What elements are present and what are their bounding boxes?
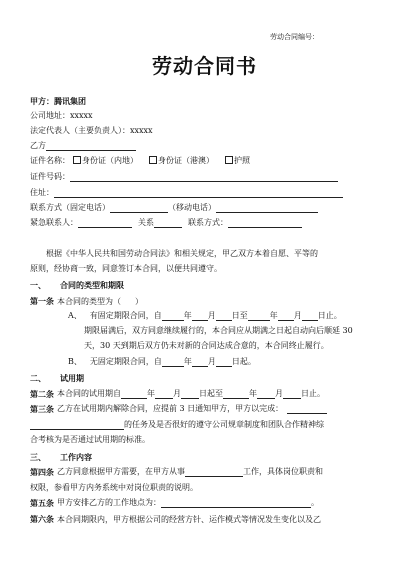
option-hkmo-id: 身份证（港澳）	[158, 156, 214, 165]
day-end-unit: 日止。	[301, 389, 325, 398]
item-b-month[interactable]	[192, 357, 208, 367]
probation-task-field-2[interactable]	[30, 420, 124, 430]
article-4-line-2: 权限，参看甲方内务系统中对岗位职责的说明。	[30, 483, 198, 492]
item-b-day[interactable]	[216, 357, 232, 367]
day-to-unit: 日止。	[317, 311, 342, 320]
item-a-start-month[interactable]	[192, 311, 208, 321]
legal-rep-line	[30, 126, 153, 136]
legal-rep-value: xxxxx	[130, 126, 153, 135]
job-position-field[interactable]	[185, 467, 243, 477]
page-title: 劳动合同书	[152, 54, 257, 78]
id-type-line	[30, 156, 250, 166]
contract-number-label: 劳动合同编号：	[270, 33, 319, 41]
checkbox-hkmo-id[interactable]	[149, 156, 157, 164]
year-unit: 年	[183, 357, 192, 366]
article-3-line-1	[30, 404, 327, 414]
preamble-line-1: 根据《中华人民共和国劳动合同法》和相关规定，甲乙双方本着自愿、平等的	[46, 249, 318, 258]
year-unit: 年	[249, 389, 257, 398]
article-1-text: 本合同的类型为（	[57, 297, 121, 306]
id-number-label: 证件号码：	[30, 172, 70, 181]
mobile-field[interactable]	[216, 203, 318, 213]
company-address-value: xxxxx	[70, 111, 93, 120]
month-unit: 月	[173, 389, 181, 398]
emergency-line	[30, 218, 302, 228]
day-from-unit: 日至	[231, 311, 248, 320]
landline-label: 联系方式（固定电话）	[30, 203, 110, 212]
address-field[interactable]	[54, 188, 343, 198]
article-5-line	[30, 498, 319, 508]
year-unit: 年	[147, 389, 155, 398]
article-2-line	[30, 389, 325, 399]
article-1-line	[30, 296, 143, 307]
contact-line	[30, 203, 318, 213]
article-2-label: 第二条	[30, 389, 54, 399]
article-6-text: 本合同期限内，甲方根据公司的经营方针、运作模式等情况发生变化以及乙	[57, 515, 321, 524]
address-label: 住址：	[30, 188, 54, 197]
landline-field[interactable]	[110, 203, 168, 213]
article-3-text: 乙方在试用期内解除合同，应提前 3 日通知甲方，甲方以完成：	[57, 404, 284, 413]
probation-end-month[interactable]	[257, 389, 275, 399]
party-b-name-field[interactable]	[46, 141, 136, 151]
checkbox-mainland-id[interactable]	[73, 156, 81, 164]
party-a-name: 腾讯集团	[54, 96, 86, 106]
item-a-line-2: 期限届满后，双方同意继续履行的，本合同应从期满之日起自动向后顺延 30	[84, 326, 353, 335]
relation-field[interactable]	[154, 218, 182, 228]
article-3-line-3: 合考核为是否通过试用期的标准。	[30, 435, 150, 444]
party-b-line	[30, 141, 136, 151]
article-4-text: 乙方同意根据甲方需要，在甲方从事	[57, 467, 185, 476]
section-2-num: 二、	[30, 373, 46, 383]
probation-start-month[interactable]	[155, 389, 173, 399]
item-a-label: A、	[68, 311, 82, 320]
id-number-line	[30, 172, 338, 182]
probation-task-field[interactable]	[287, 404, 327, 414]
emergency-label: 紧急联系人：	[30, 218, 78, 227]
year-unit: 年	[183, 311, 192, 320]
section-1-heading	[30, 280, 124, 290]
checkbox-passport[interactable]	[225, 156, 233, 164]
company-address-label: 公司地址：	[30, 111, 70, 120]
item-a-end-month[interactable]	[278, 311, 294, 321]
id-number-field[interactable]	[70, 172, 338, 182]
item-a-line-3: 天，30 天到期后双方仍未对新的合同达成合意的，本合同终止履行。	[84, 341, 329, 350]
mobile-label: （移动电话）	[168, 203, 216, 212]
preamble-line-2: 原则，经协商一致，同意签订本合同，以便共同遵守。	[30, 264, 222, 273]
article-1-label: 第一条	[30, 296, 54, 306]
article-5-text: 甲方安排乙方的工作地点为：	[57, 498, 161, 507]
day-start-unit: 日起。	[231, 357, 256, 366]
article-2-text: 本合同的试用期自	[57, 389, 121, 398]
article-3-line-2	[30, 420, 324, 430]
section-3-title: 工作内容	[60, 452, 92, 462]
option-mainland-id: 身份证（内地）	[82, 156, 138, 165]
article-5-end: 。	[311, 498, 319, 507]
section-1-num: 一、	[30, 280, 46, 290]
relation-label: 关系	[138, 218, 154, 227]
item-a-line-1	[68, 311, 342, 321]
probation-end-day[interactable]	[283, 389, 301, 399]
section-3-heading	[30, 452, 92, 462]
article-4-line-1	[30, 467, 323, 477]
item-a-end-year[interactable]	[248, 311, 270, 321]
party-a-label: 甲方：	[30, 96, 54, 106]
day-from-unit: 日起至	[199, 389, 223, 398]
article-6-line	[30, 514, 321, 525]
item-a-text: 有固定期限合同，自	[89, 311, 162, 320]
item-b-text: 无固定期限合同，自	[89, 357, 162, 366]
article-3-label: 第三条	[30, 404, 54, 414]
address-line	[30, 188, 343, 198]
probation-start-day[interactable]	[181, 389, 199, 399]
probation-start-year[interactable]	[121, 389, 147, 399]
article-4-tail: 工作，具体岗位职责和	[243, 467, 323, 476]
emergency-contact-field[interactable]	[228, 218, 302, 228]
month-unit: 月	[207, 311, 216, 320]
article-1-close: ）	[135, 297, 143, 306]
article-3-line-2-text: 的任务及是否很好的遵守公司规章制度和团队合作精神综	[124, 420, 324, 429]
section-2-heading	[30, 373, 84, 383]
month-unit: 月	[207, 357, 216, 366]
id-type-label: 证件名称：	[30, 156, 70, 165]
item-b-year[interactable]	[162, 357, 184, 367]
option-passport: 护照	[234, 156, 250, 165]
item-a-start-year[interactable]	[162, 311, 184, 321]
party-a-line	[30, 96, 86, 106]
item-b-label: B、	[68, 357, 82, 366]
legal-rep-label: 法定代表人（主要负责人）：	[30, 126, 130, 135]
section-3-num: 三、	[30, 452, 46, 462]
article-5-label: 第五条	[30, 498, 54, 508]
item-a-start-day[interactable]	[216, 311, 232, 321]
emergency-name-field[interactable]	[78, 218, 132, 228]
month-unit: 月	[293, 311, 302, 320]
year-unit: 年	[269, 311, 278, 320]
article-6-label: 第六条	[30, 514, 54, 524]
article-4-label: 第四条	[30, 467, 54, 477]
probation-end-year[interactable]	[223, 389, 249, 399]
item-b-line	[68, 357, 256, 367]
item-a-end-day[interactable]	[302, 311, 318, 321]
emergency-contact-label: 联系方式：	[188, 218, 228, 227]
company-address-line	[30, 111, 93, 121]
party-b-label: 乙方	[30, 141, 46, 150]
month-unit: 月	[275, 389, 283, 398]
section-1-title: 合同的类型和期限	[60, 280, 124, 290]
section-2-title: 试用期	[60, 373, 84, 383]
work-location-field[interactable]	[161, 498, 311, 508]
